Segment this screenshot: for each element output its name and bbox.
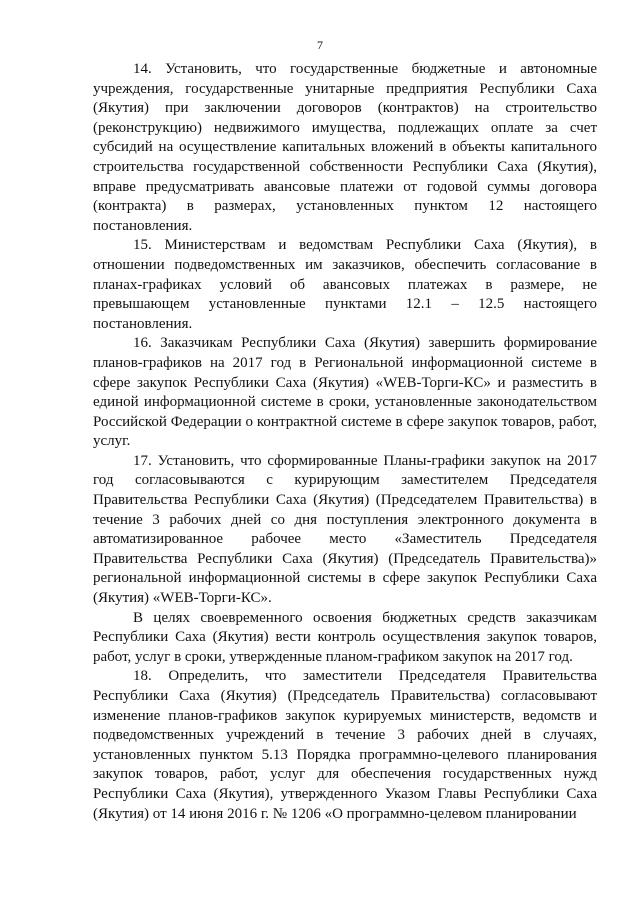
- paragraph-16: 16. Заказчикам Республики Саха (Якутия) завершить формирование планов-графиков на 2017 год в Региональной информационной системе в сфере закупок Республики Саха (Якутия) «WEB-Торги-КС» и разместить в единой информационной системе в сроки, установленные законодательством Российской Федерации о контрактной системе в сфере закупок товаров, работ, услуг.: [93, 335, 597, 450]
- paragraph-18: 18. Определить, что заместители Председателя Правительства Республики Саха (Якутия) (Председатель Правительства) согласовывают изменение планов-графиков закупок курируемых министерств, ведомств и подведомственных учреждений в течение 3 рабочих дней в случаях, установленных пунктом 5.13 Порядка программно-целевого планирования закупок товаров, работ, услуг для обеспечения государственных нужд Республики Саха (Якутия), утвержденного Указом Главы Республики Саха (Якутия) от 14 июня 2016 г. № 1206 «О программно-целевом планировании: [93, 668, 597, 822]
- paragraph-15: 15. Министерствам и ведомствам Республики Саха (Якутия), в отношении подведомственных им заказчиков, обеспечить согласование в планах-графиках условий об авансовых платежах в размере, не превышающем установленные пунктами 12.1 – 12.5 настоящего постановления.: [93, 237, 597, 332]
- paragraph-14: 14. Установить, что государственные бюджетные и автономные учреждения, государственные унитарные предприятия Республики Саха (Якутия) при заключении договоров (контрактов) на строительство (реконструкцию) недвижимого имущества, подлежащих оплате за счет субсидий на осуществление капитальных вложений в объекты капитального строительства государственной собственности Республики Саха (Якутия), вправе предусматривать авансовые платежи от годовой суммы договора (контракта) в размерах, установленных пунктом 12 настоящего постановления.: [93, 61, 597, 234]
- page-number: 7: [317, 38, 323, 52]
- paragraph-17-continuation: В целях своевременного освоения бюджетных средств заказчикам Республики Саха (Якутия) вести контроль осуществления закупок товаров, работ, услуг в сроки, утвержденные планом-графиком закупок на 2017 год.: [93, 609, 597, 665]
- document-body: [93, 60, 597, 824]
- paragraph-17: 17. Установить, что сформированные Планы-графики закупок на 2017 год согласовываются с курирующим заместителем Председателя Правительства Республики Саха (Якутия) (Председателем Правительства) в течение 3 рабочих дней со дня поступления электронного документа в автоматизированное рабочее место «Заместитель Председателя Правительства Республики Саха (Якутия) (Председатель Правительства)» региональной информационной системы в сфере закупок Республики Саха (Якутия) «WEB-Торги-КС».: [93, 452, 597, 607]
